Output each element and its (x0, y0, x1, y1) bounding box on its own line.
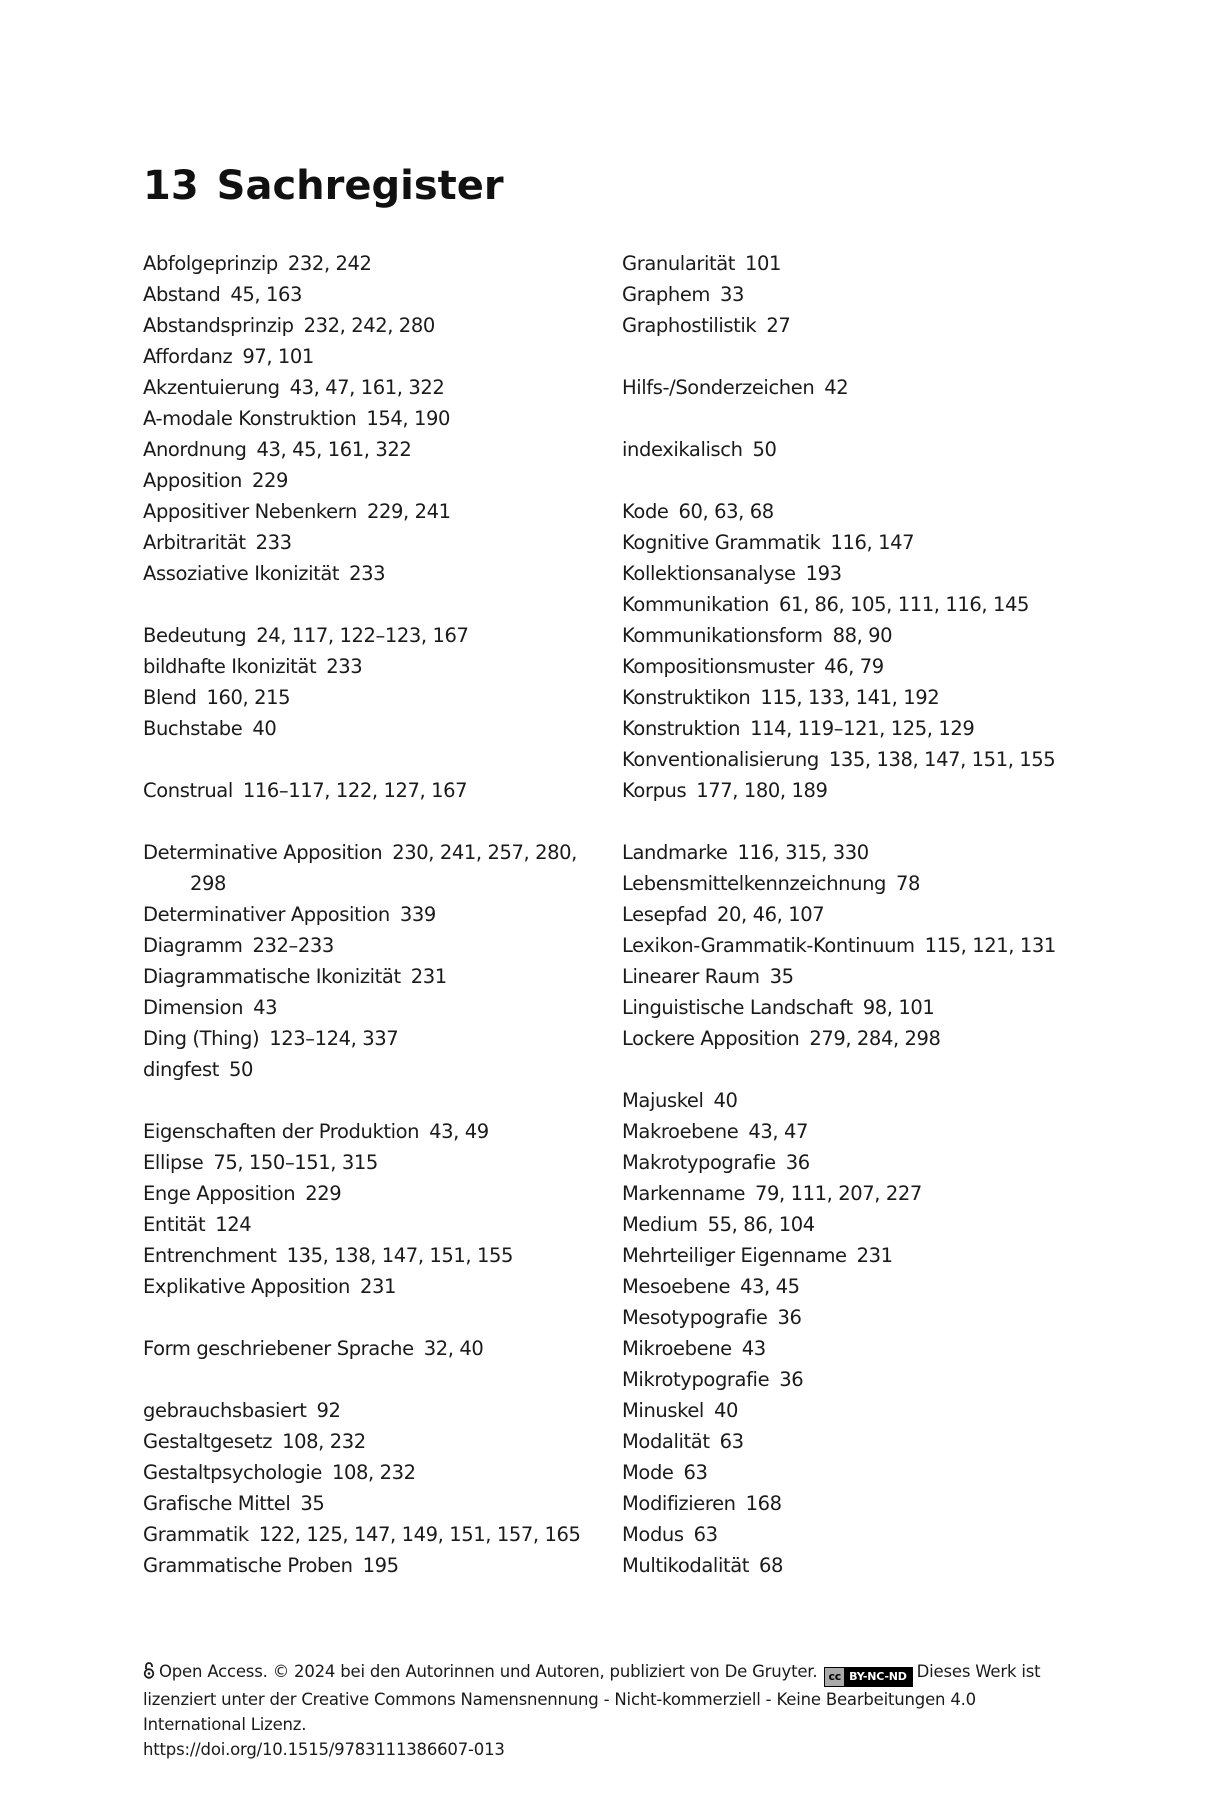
index-term: Kode (622, 500, 669, 523)
index-page-refs: 135, 138, 147, 151, 155 (828, 748, 1056, 771)
index-term: Dimension (143, 996, 244, 1019)
index-page-refs: 35 (769, 965, 794, 988)
index-term: gebrauchsbasiert (143, 1399, 307, 1422)
index-page-refs: 229, 241 (366, 500, 451, 523)
index-entry (143, 1271, 603, 1302)
index-page-refs: 339 (399, 903, 436, 926)
index-page-refs: 43, 47 (748, 1120, 808, 1143)
index-page-refs: 233 (349, 562, 386, 585)
index-page-refs: 63 (693, 1523, 718, 1546)
index-page-refs: 231 (359, 1275, 396, 1298)
index-page-refs: 232–233 (252, 934, 334, 957)
index-page-refs: 229 (251, 469, 288, 492)
index-term: Minuskel (622, 1399, 704, 1422)
index-page-refs: 123–124, 337 (269, 1027, 399, 1050)
index-entry (143, 527, 603, 558)
index-entry (143, 434, 603, 465)
index-column-left (143, 248, 603, 1581)
index-term: Entität (143, 1213, 206, 1236)
index-letter-group (143, 1116, 603, 1302)
index-entry (143, 1488, 603, 1519)
index-term: Mesotypografie (622, 1306, 768, 1329)
index-entry (622, 620, 1092, 651)
index-entry (622, 868, 1092, 899)
index-page-refs: 116–117, 122, 127, 167 (242, 779, 468, 802)
index-entry (622, 744, 1092, 775)
index-term: Hilfs-/Sonderzeichen (622, 376, 815, 399)
index-page-refs: 36 (785, 1151, 810, 1174)
index-entry (622, 961, 1092, 992)
index-term: Grammatik (143, 1523, 249, 1546)
index-page-refs: 43 (253, 996, 278, 1019)
index-entry (622, 1519, 1092, 1550)
index-term: Kompositionsmuster (622, 655, 815, 678)
index-column-right (622, 248, 1092, 1581)
index-page-refs: 230, 241, 257, 280, 298 (190, 841, 577, 895)
index-entry (622, 310, 1092, 341)
index-page-refs: 43, 45 (740, 1275, 800, 1298)
index-term: Konstruktion (622, 717, 741, 740)
index-entry (622, 1147, 1092, 1178)
index-page-refs: 20, 46, 107 (717, 903, 825, 926)
index-term: Anordnung (143, 438, 247, 461)
index-page-refs: 63 (683, 1461, 708, 1484)
index-term: Appositiver Nebenkern (143, 500, 357, 523)
index-page-refs: 27 (766, 314, 791, 337)
index-page-refs: 88, 90 (832, 624, 893, 647)
index-page-refs: 43 (741, 1337, 766, 1360)
index-page-refs: 124 (215, 1213, 252, 1236)
index-letter-group (143, 837, 603, 1085)
index-page-refs: 79, 111, 207, 227 (755, 1182, 922, 1205)
index-page-refs: 233 (326, 655, 363, 678)
index-term: Construal (143, 779, 233, 802)
index-entry (622, 1364, 1092, 1395)
index-entry (143, 1116, 603, 1147)
index-page-refs: 233 (255, 531, 292, 554)
index-entry (143, 1333, 603, 1364)
index-entry (622, 1395, 1092, 1426)
index-page-refs: 154, 190 (366, 407, 450, 430)
index-page-refs: 114, 119–121, 125, 129 (750, 717, 975, 740)
index-page-refs: 43, 45, 161, 322 (256, 438, 412, 461)
index-term: Affordanz (143, 345, 233, 368)
index-entry (143, 1457, 603, 1488)
index-entry (622, 775, 1092, 806)
index-entry (143, 992, 603, 1023)
index-page-refs: 122, 125, 147, 149, 151, 157, 165 (258, 1523, 581, 1546)
index-entry (622, 558, 1092, 589)
index-entry (622, 1023, 1092, 1054)
index-entry (622, 1209, 1092, 1240)
index-entry (622, 279, 1092, 310)
index-entry (143, 1240, 603, 1271)
index-page-refs: 115, 121, 131 (924, 934, 1056, 957)
index-term: A-modale Konstruktion (143, 407, 357, 430)
index-term: Abstand (143, 283, 221, 306)
index-term: Mesoebene (622, 1275, 731, 1298)
index-entry (622, 651, 1092, 682)
index-entry (622, 1116, 1092, 1147)
index-letter-group (622, 248, 1092, 341)
index-term: Medium (622, 1213, 698, 1236)
index-term: Enge Apposition (143, 1182, 296, 1205)
index-entry (143, 403, 603, 434)
index-entry (622, 682, 1092, 713)
index-page-refs: 108, 232 (331, 1461, 416, 1484)
index-entry (143, 1550, 603, 1581)
index-page-refs: 43, 49 (429, 1120, 489, 1143)
index-entry (622, 434, 1092, 465)
index-entry (143, 1054, 603, 1085)
index-term: Lexikon-Grammatik-Kontinuum (622, 934, 915, 957)
index-page-refs: 115, 133, 141, 192 (760, 686, 940, 709)
index-term: Apposition (143, 469, 242, 492)
index-page-refs: 135, 138, 147, 151, 155 (286, 1244, 514, 1267)
index-term: Diagramm (143, 934, 243, 957)
index-term: Entrenchment (143, 1244, 277, 1267)
index-term: Mode (622, 1461, 674, 1484)
index-entry (143, 837, 603, 899)
index-term: Gestaltgesetz (143, 1430, 273, 1453)
index-page-refs: 193 (805, 562, 842, 585)
index-page-refs: 177, 180, 189 (696, 779, 828, 802)
index-term: Multikodalität (622, 1554, 749, 1577)
index-entry (622, 1550, 1092, 1581)
index-page-refs: 75, 150–151, 315 (213, 1151, 378, 1174)
index-entry (622, 248, 1092, 279)
index-page-refs: 232, 242, 280 (303, 314, 435, 337)
index-term: Ellipse (143, 1151, 204, 1174)
index-term: Majuskel (622, 1089, 704, 1112)
index-page-refs: 116, 147 (830, 531, 915, 554)
index-page-refs: 116, 315, 330 (737, 841, 869, 864)
index-term: Buchstabe (143, 717, 243, 740)
index-entry (622, 527, 1092, 558)
index-term: Korpus (622, 779, 687, 802)
doi-link[interactable]: https://doi.org/10.1515/9783111386607-013 (143, 1740, 505, 1759)
license-footer (143, 1659, 1083, 1762)
index-term: Graphostilistik (622, 314, 757, 337)
index-entry (622, 992, 1092, 1023)
index-entry (622, 1085, 1092, 1116)
index-term: Modalität (622, 1430, 710, 1453)
index-page-refs: 92 (316, 1399, 341, 1422)
index-entry (143, 558, 603, 589)
index-term: Bedeutung (143, 624, 247, 647)
index-term: Grafische Mittel (143, 1492, 291, 1515)
index-entry (622, 496, 1092, 527)
index-page-refs: 232, 242 (287, 252, 372, 275)
index-page-refs: 60, 63, 68 (678, 500, 774, 523)
index-page-refs: 43, 47, 161, 322 (289, 376, 445, 399)
index-entry (622, 1333, 1092, 1364)
cc-license-label: BY-NC-ND (849, 1670, 907, 1683)
index-term: Arbitrarität (143, 531, 246, 554)
index-page-refs: 50 (752, 438, 777, 461)
index-term: Grammatische Proben (143, 1554, 353, 1577)
index-term: Markenname (622, 1182, 746, 1205)
index-term: Form geschriebener Sprache (143, 1337, 414, 1360)
index-page-refs: 97, 101 (242, 345, 314, 368)
index-term: Determinativer Apposition (143, 903, 390, 926)
index-term: Ding (Thing) (143, 1027, 260, 1050)
index-entry (622, 1426, 1092, 1457)
index-page-refs: 35 (300, 1492, 325, 1515)
index-term: Lockere Apposition (622, 1027, 800, 1050)
index-entry (143, 620, 603, 651)
index-entry (143, 1178, 603, 1209)
index-page-refs: 160, 215 (206, 686, 291, 709)
index-letter-group (622, 496, 1092, 806)
index-entry (143, 248, 603, 279)
index-page-refs: 61, 86, 105, 111, 116, 145 (778, 593, 1030, 616)
index-term: Modus (622, 1523, 684, 1546)
index-term: Lesepfad (622, 903, 708, 926)
index-term: Lebensmittelkennzeichnung (622, 872, 887, 895)
index-term: Explikative Apposition (143, 1275, 350, 1298)
index-term: Eigenschaften der Produktion (143, 1120, 420, 1143)
index-entry (622, 1457, 1092, 1488)
index-entry (622, 1178, 1092, 1209)
index-page-refs: 36 (779, 1368, 804, 1391)
index-page-refs: 231 (856, 1244, 893, 1267)
open-access-icon (143, 1661, 155, 1679)
index-letter-group (143, 248, 603, 589)
index-term: Linguistische Landschaft (622, 996, 853, 1019)
index-term: Mikroebene (622, 1337, 732, 1360)
index-entry (622, 899, 1092, 930)
index-entry (622, 713, 1092, 744)
index-letter-group (622, 837, 1092, 1054)
index-entry (143, 310, 603, 341)
index-term: Diagrammatische Ikonizität (143, 965, 401, 988)
index-entry (622, 837, 1092, 868)
index-page-refs: 168 (745, 1492, 782, 1515)
index-page-refs: 50 (229, 1058, 254, 1081)
index-page-refs: 32, 40 (423, 1337, 484, 1360)
index-page-refs: 68 (759, 1554, 784, 1577)
index-term: Konventionalisierung (622, 748, 819, 771)
index-page-refs: 36 (777, 1306, 802, 1329)
index-entry (143, 1023, 603, 1054)
index-entry (143, 682, 603, 713)
index-term: indexikalisch (622, 438, 743, 461)
index-page-refs: 42 (824, 376, 849, 399)
index-page-refs: 195 (362, 1554, 399, 1577)
index-entry (143, 899, 603, 930)
index-term: Kognitive Grammatik (622, 531, 821, 554)
index-letter-group (622, 1085, 1092, 1581)
index-page-refs: 279, 284, 298 (809, 1027, 941, 1050)
index-entry (622, 1240, 1092, 1271)
license-text: Dieses Werk ist lizenziert unter der Creative Commons Namensnennung - Nicht-kommerziell - Keine Bearbeitungen 4.0 International Lizenz. (143, 1662, 1041, 1734)
index-term: Determinative Apposition (143, 841, 383, 864)
index-page-refs: 55, 86, 104 (707, 1213, 815, 1236)
index-entry (622, 372, 1092, 403)
index-page-refs: 231 (410, 965, 447, 988)
index-letter-group (143, 1333, 603, 1364)
index-term: Konstruktikon (622, 686, 751, 709)
index-term: Mikrotypografie (622, 1368, 770, 1391)
index-page-refs: 40 (713, 1399, 738, 1422)
chapter-number: 13 (143, 163, 199, 209)
index-term: Kommunikation (622, 593, 769, 616)
index-letter-group (622, 372, 1092, 403)
index-letter-group (143, 620, 603, 744)
index-entry (143, 1519, 603, 1550)
index-letter-group (143, 775, 603, 806)
index-page-refs: 46, 79 (824, 655, 884, 678)
index-entry (622, 1271, 1092, 1302)
page-title (143, 158, 504, 214)
index-entry (143, 279, 603, 310)
index-page-refs: 63 (719, 1430, 744, 1453)
index-term: Modifizieren (622, 1492, 736, 1515)
index-entry (143, 1147, 603, 1178)
index-page-refs: 229 (305, 1182, 342, 1205)
index-term: Kommunikationsform (622, 624, 823, 647)
cc-license-badge (824, 1667, 912, 1687)
index-entry (143, 341, 603, 372)
index-entry (622, 589, 1092, 620)
index-page-refs: 40 (713, 1089, 738, 1112)
index-page-refs: 108, 232 (282, 1430, 366, 1453)
index-page-refs: 33 (720, 283, 745, 306)
index-page-refs: 98, 101 (862, 996, 935, 1019)
index-term: Granularität (622, 252, 736, 275)
index-term: Landmarke (622, 841, 728, 864)
index-page-refs: 40 (252, 717, 277, 740)
index-entry (143, 651, 603, 682)
index-page-refs: 24, 117, 122–123, 167 (256, 624, 469, 647)
index-page-refs: 101 (745, 252, 782, 275)
index-term: Gestaltpsychologie (143, 1461, 322, 1484)
index-entry (143, 372, 603, 403)
index-entry (143, 465, 603, 496)
index-term: Abstandsprinzip (143, 314, 294, 337)
cc-icon: cc (825, 1668, 844, 1686)
index-page-refs: 45, 163 (230, 283, 303, 306)
chapter-title: Sachregister (216, 163, 504, 209)
index-term: bildhafte Ikonizität (143, 655, 317, 678)
index-page-refs: 78 (896, 872, 921, 895)
index-term: Abfolgeprinzip (143, 252, 278, 275)
index-entry (622, 1488, 1092, 1519)
index-term: Kollektionsanalyse (622, 562, 796, 585)
index-term: Makroebene (622, 1120, 739, 1143)
index-term: dingfest (143, 1058, 219, 1081)
index-term: Akzentuierung (143, 376, 280, 399)
index-entry (622, 1302, 1092, 1333)
index-letter-group (143, 1395, 603, 1581)
index-term: Assoziative Ikonizität (143, 562, 340, 585)
index-term: Linearer Raum (622, 965, 760, 988)
index-entry (143, 961, 603, 992)
open-access-text: Open Access. © 2024 bei den Autorinnen und Autoren, publiziert von De Gruyter. (159, 1662, 818, 1681)
index-entry (143, 775, 603, 806)
index-term: Makrotypografie (622, 1151, 776, 1174)
index-letter-group (622, 434, 1092, 465)
index-entry (143, 930, 603, 961)
index-term: Graphem (622, 283, 711, 306)
index-entry (622, 930, 1092, 961)
index-term: Mehrteiliger Eigenname (622, 1244, 847, 1267)
index-entry (143, 713, 603, 744)
index-entry (143, 1209, 603, 1240)
index-term: Blend (143, 686, 197, 709)
index-entry (143, 1395, 603, 1426)
index-entry (143, 496, 603, 527)
index-entry (143, 1426, 603, 1457)
